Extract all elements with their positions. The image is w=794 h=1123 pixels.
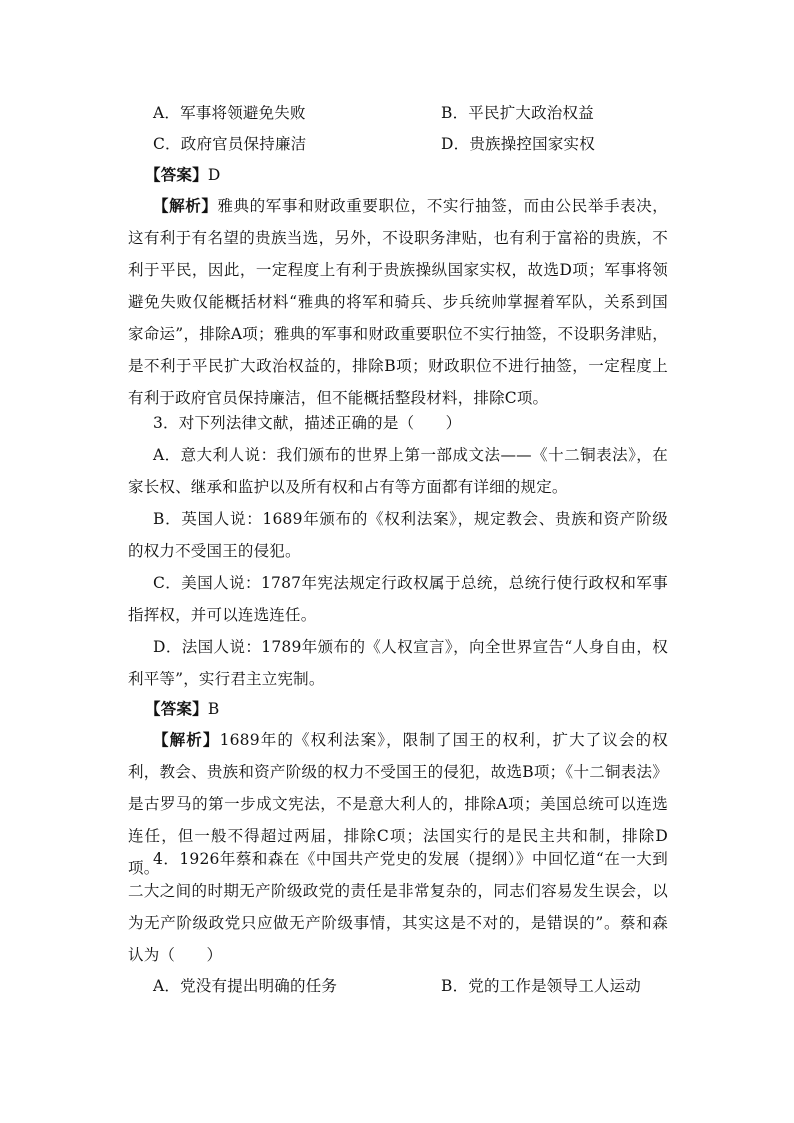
q3-option-b: B．英国人说：1689年颁布的《权利法案》，规定教会、贵族和资产阶级的权力不受国王的侵犯。 xyxy=(128,510,668,560)
q3-option-c: C．美国人说：1787年宪法规定行政权属于总统，总统行使行政权和军事指挥权，并可以连选连任。 xyxy=(128,574,668,624)
q2-analysis xyxy=(128,190,668,414)
answer-value: B xyxy=(207,700,220,718)
q3-option-a: A．意大利人说：我们颁布的世界上第一部成文法——《十二铜表法》，在家长权、继承和监护以及所有权和占有等方面都有详细的规定。 xyxy=(128,446,668,496)
q3-option-d: D．法国人说：1789年颁布的《人权宣言》，向全世界宣告“人身自由，权利平等”，实行君主立宪制。 xyxy=(128,638,668,688)
answer-value: D xyxy=(207,166,221,184)
q2-option-c: C．政府官员保持廉洁 xyxy=(153,135,307,153)
analysis-text: 雅典的军事和财政重要职位，不实行抽签，而由公民举手表决，这有利于有名望的贵族当选，另外，不设职务津贴，也有利于富裕的贵族，不利于平民，因此，一定程度上有利于贵族操纵国家实权，故选D项；军事将领避免失败仅能概括材料“雅典的将军和骑兵、步兵统帅掌握着军队，关系到国家命运”，排除A项；雅典的军事和财政重要职位不实行抽签，不设职务津贴，是不利于平民扩大政治权益的，排除B项；财政职位不进行抽签，一定程度上有利于政府官员保持廉洁，但不能概括整段材料，排除C项。 xyxy=(128,197,668,407)
q4-stem: 4．1926年蔡和森在《中国共产党史的发展（提纲）》中回忆道“在一大到二大之间的时期无产阶级政党的责任是非常复杂的，同志们容易发生误会，以为无产阶级政党只应做无产阶级事情，其实这是不对的，是错误的”。蔡和森认为（ ） xyxy=(128,850,668,964)
answer-tag: 【答案】 xyxy=(145,699,208,718)
analysis-text: 1689年的《权利法案》，限制了国王的权利，扩大了议会的权利，教会、贵族和资产阶级的权力不受国王的侵犯，故选B项；《十二铜表法》是古罗马的第一步成文宪法，不是意大利人的，排除A项；美国总统可以连选连任，但一般不得超过两届，排除C项；法国实行的是民主共和制，排除D项。 xyxy=(128,731,668,877)
q2-option-b: B．平民扩大政治权益 xyxy=(441,104,594,122)
q2-answer xyxy=(145,165,220,185)
q4-option-b: B．党的工作是领导工人运动 xyxy=(441,977,641,995)
q2-option-d: D．贵族操控国家实权 xyxy=(441,135,595,153)
q3-answer xyxy=(145,699,219,719)
q2-option-a: A．军事将领避免失败 xyxy=(153,104,306,122)
analysis-tag: 【解析】 xyxy=(153,730,220,749)
answer-tag: 【答案】 xyxy=(145,165,208,184)
q3-stem: 3．对下列法律文献，描述正确的是（ ） xyxy=(153,414,462,432)
q4-option-a: A．党没有提出明确的任务 xyxy=(153,977,338,995)
analysis-tag: 【解析】 xyxy=(153,196,218,215)
